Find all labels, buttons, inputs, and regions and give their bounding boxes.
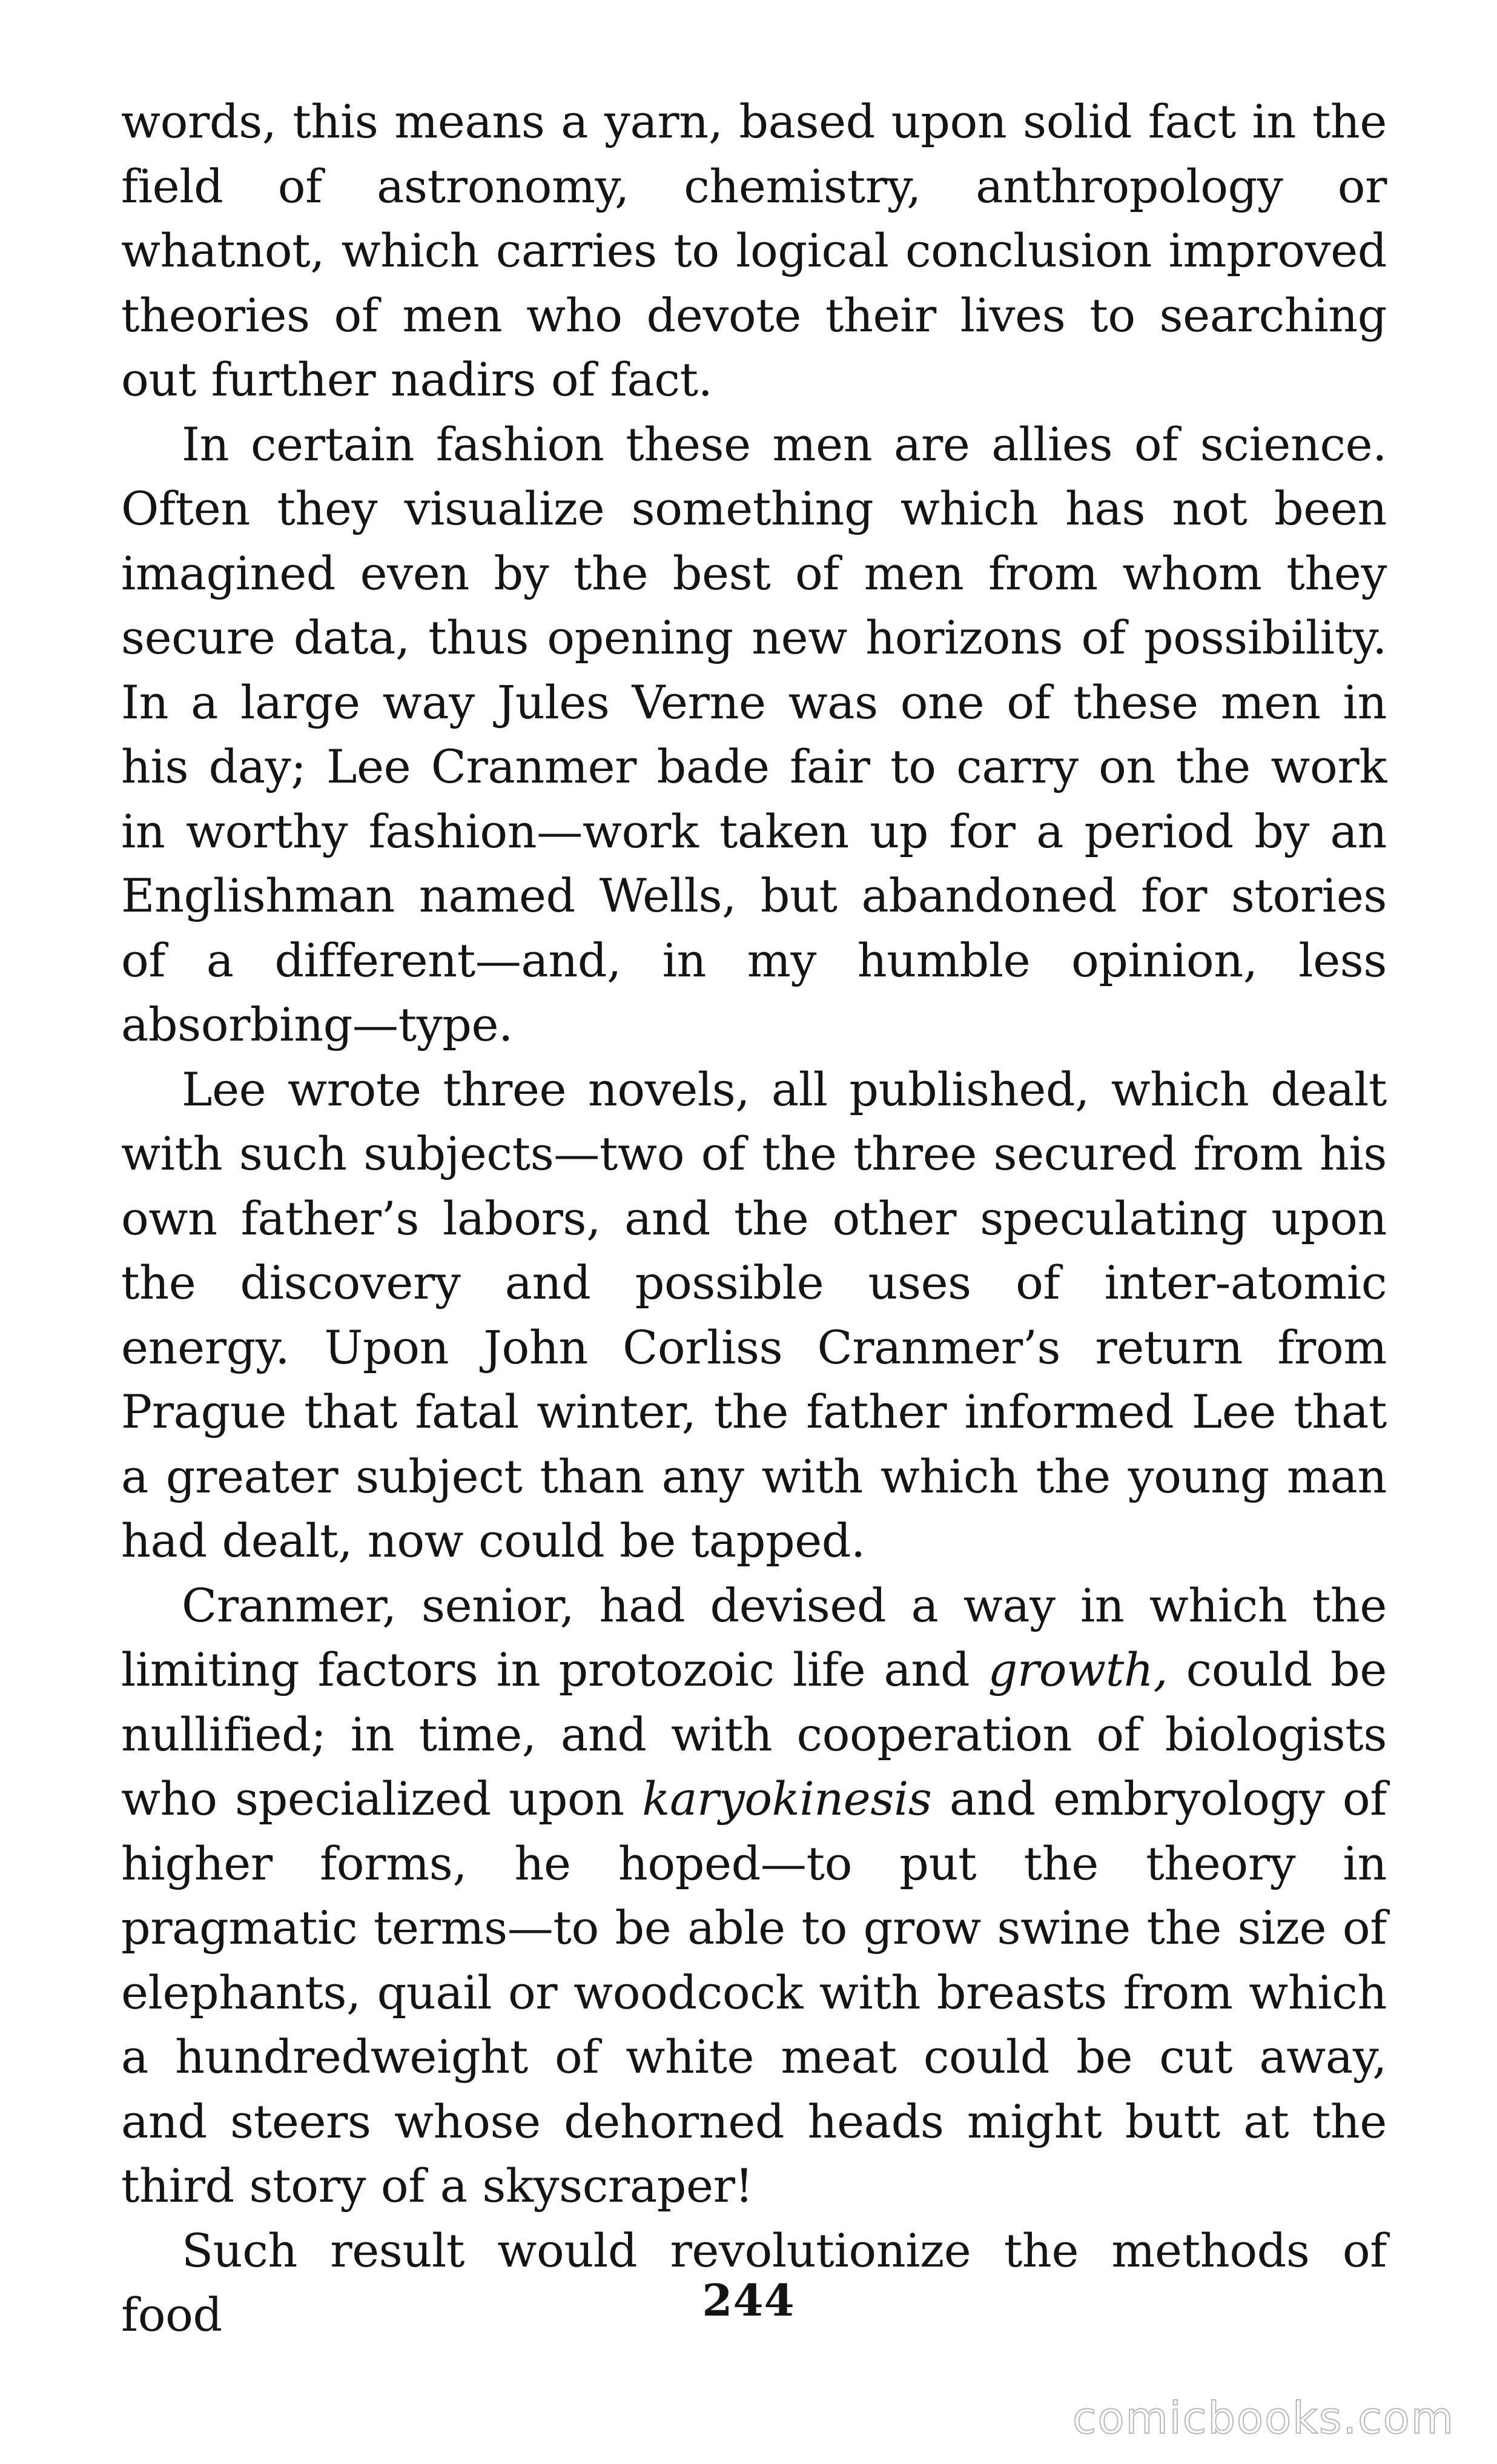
text-segment: could be nullified; in time, and with cooperation of biologists who specialized upon: [121, 1643, 1387, 1826]
text-segment: words, this means a yarn, based upon solid fact in the field of astronomy, chemistry, anthropology or whatnot, which carries to logical conclusion improved theories of men who devote their lives to searching out further nadirs of fact.: [121, 94, 1387, 406]
paragraph: [121, 1058, 1387, 1574]
text-segment: In certain fashion these men are allies of science. Often they visualize something which has not been imagined even by the best of men from whom they secure data, thus opening new horizons of possibility. In a large way Jules Verne was one of these men in his day; Lee Cranmer bade fair to carry on the work in worthy fashion—work taken up for a period by an Englishman named Wells, but abandoned for stories of a different—and, in my humble opinion, less absorbing—type.: [121, 417, 1387, 1052]
text-segment: Cranmer, senior, had devised a way in which the limiting factors in protozoic life and: [121, 1578, 1387, 1697]
paragraph: [121, 1574, 1387, 2219]
italic-text: growth,: [988, 1643, 1168, 1697]
text-segment: and embryology of higher forms, he hoped—to put the theory in pragmatic terms—to be able to grow swine the size of elephants, quail or woodcock with breasts from which a hundredweight of white meat could be cut away, and steers whose dehorned heads might butt at the third story of a skyscraper!: [121, 1772, 1387, 2213]
text-segment: Lee wrote three novels, all published, which dealt with such subjects—two of the three secured from his own father’s labors, and the other speculating upon the discovery and possible uses of inter-atomic energy. Upon John Corliss Cranmer’s return from Prague that fatal winter, the father informed Lee that a greater subject than any with which the young man had dealt, now could be tapped.: [121, 1062, 1387, 1568]
body-text: [121, 90, 1387, 2348]
paragraph: [121, 412, 1387, 1058]
text-segment: Such result would revolutionize the methods of food: [121, 2223, 1387, 2342]
paragraph: [121, 90, 1387, 412]
italic-text: karyokinesis: [642, 1772, 932, 1826]
page-number: 244: [702, 2274, 795, 2326]
watermark: comicbooks.com: [1072, 2393, 1455, 2443]
